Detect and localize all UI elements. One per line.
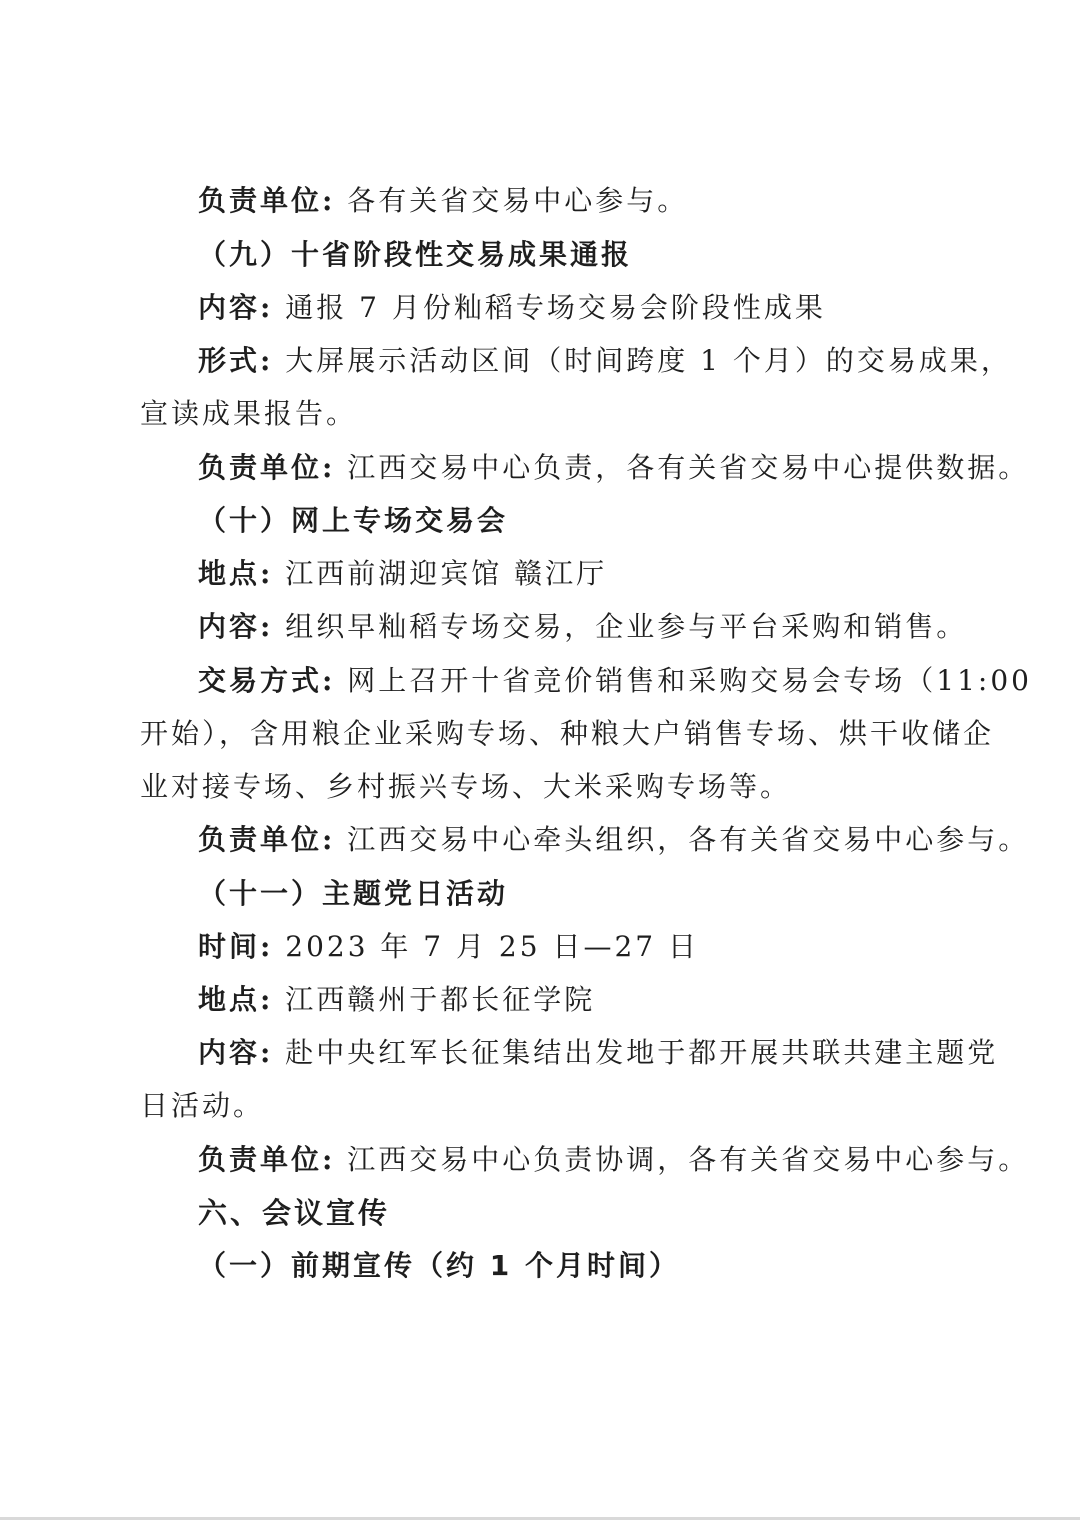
field-value: 组织早籼稻专场交易，企业参与平台采购和销售。: [285, 610, 968, 643]
content-line-10: [198, 607, 967, 647]
field-value: 大屏展示活动区间（时间跨度 1 个月）的交易成果，: [285, 344, 1012, 377]
section-heading-10: （十）网上专场交易会: [198, 504, 509, 537]
field-label: 内容:: [198, 291, 274, 324]
chapter-heading-6: 六、会议宣传: [198, 1196, 391, 1230]
field-value: 各有关省交易中心参与。: [347, 184, 689, 217]
section-heading-11: （十一）主题党日活动: [198, 877, 509, 910]
content-line-9: [198, 288, 826, 328]
time-line: [198, 927, 699, 967]
responsible-unit-line-2: [198, 448, 1029, 488]
field-value: 江西交易中心负责，各有关省交易中心提供数据。: [347, 451, 1030, 484]
content-line-11-continued: 日活动。: [140, 1089, 265, 1122]
field-label: 内容:: [198, 1036, 274, 1069]
format-line-continued: 宣读成果报告。: [140, 397, 358, 430]
field-label: 交易方式:: [198, 664, 336, 697]
responsible-unit-line-3: [198, 820, 1029, 860]
field-label: 形式:: [198, 344, 274, 377]
field-label: 内容:: [198, 610, 274, 643]
responsible-unit-line-1: [198, 181, 688, 221]
field-label: 负责单位:: [198, 184, 336, 217]
field-label: 负责单位:: [198, 823, 336, 856]
field-value: 江西交易中心负责协调，各有关省交易中心参与。: [347, 1143, 1030, 1176]
trade-method-continued-1: 开始），含用粮企业采购专场、种粮大户销售专场、烘干收储企: [140, 717, 995, 750]
content-line-11: [198, 1033, 998, 1073]
field-label: 地点:: [198, 557, 274, 590]
field-value: 2023 年 7 月 25 日—27 日: [285, 930, 699, 963]
field-value: 江西交易中心牵头组织，各有关省交易中心参与。: [347, 823, 1030, 856]
field-value: 通报 7 月份籼稻专场交易会阶段性成果: [285, 291, 826, 324]
responsible-unit-line-4: [198, 1140, 1029, 1180]
field-label: 负责单位:: [198, 1143, 336, 1176]
field-label: 负责单位:: [198, 451, 336, 484]
field-value: 江西前湖迎宾馆 赣江厅: [285, 557, 608, 590]
field-value: 江西赣州于都长征学院: [285, 983, 596, 1016]
trade-method-line: [198, 661, 1032, 701]
trade-method-continued-2: 业对接专场、乡村振兴专场、大米采购专场等。: [140, 770, 792, 803]
subsection-heading-1: （一）前期宣传（约 1 个月时间）: [198, 1249, 680, 1282]
location-line-10: [198, 554, 607, 594]
location-line-11: [198, 980, 595, 1020]
page-bottom-edge: [0, 1517, 1080, 1520]
field-value: 赴中央红军长征集结出发地于都开展共联共建主题党: [285, 1036, 999, 1069]
field-label: 地点:: [198, 983, 274, 1016]
field-label: 时间:: [198, 930, 274, 963]
section-heading-9: （九）十省阶段性交易成果通报: [198, 238, 633, 271]
field-value: 网上召开十省竞价销售和采购交易会专场（11:00: [347, 664, 1032, 697]
format-line: [198, 341, 1012, 381]
